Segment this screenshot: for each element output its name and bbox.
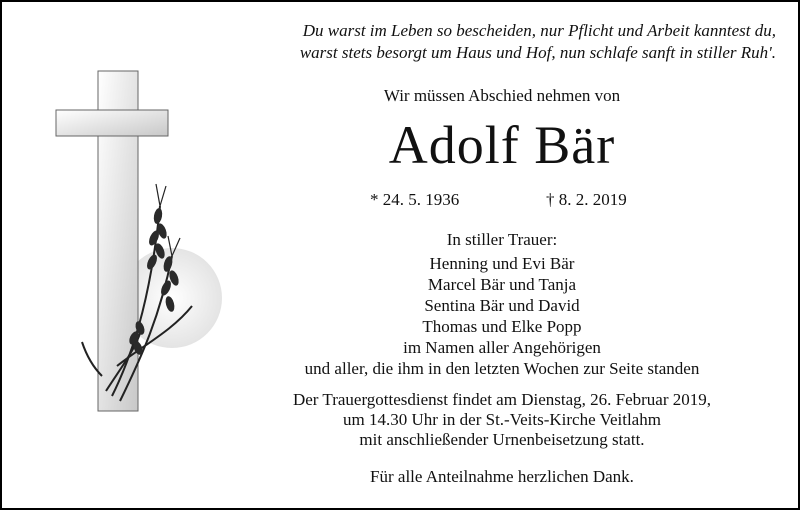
cross-illustration bbox=[42, 66, 232, 426]
birth-date: * 24. 5. 1936 bbox=[370, 190, 460, 209]
death-date: † 8. 2. 2019 bbox=[546, 190, 627, 209]
mourning-heading: In stiller Trauer: bbox=[446, 230, 558, 249]
thanks-line: Für alle Anteilnahme herzlichen Dank. bbox=[370, 467, 634, 486]
service-announcement bbox=[252, 390, 752, 450]
cross-with-wheat-icon bbox=[42, 66, 232, 426]
service-line: mit anschließender Urnenbeisetzung statt. bbox=[359, 430, 645, 449]
mourner-line: im Namen aller Angehörigen bbox=[403, 338, 601, 357]
mourner-line: Sentina Bär und David bbox=[424, 296, 580, 315]
deceased-name: Adolf Bär bbox=[388, 115, 616, 175]
service-line: Der Trauergottesdienst findet am Dienstag, 26. Februar 2019, bbox=[292, 390, 711, 409]
mourner-line: und aller, die ihm in den letzten Wochen zur Seite standen bbox=[304, 359, 700, 378]
cross-horizontal-beam bbox=[56, 110, 168, 136]
mourner-line: Marcel Bär und Tanja bbox=[427, 275, 577, 294]
service-line: um 14.30 Uhr in der St.-Veits-Kirche Veitlahm bbox=[343, 410, 661, 429]
mourner-line: Thomas und Elke Popp bbox=[422, 317, 582, 336]
mourners-list bbox=[252, 253, 752, 379]
verse-line-2: warst stets besorgt um Haus und Hof, nun schlafe sanft in stiller Ruh'. bbox=[299, 43, 776, 62]
memorial-verse bbox=[202, 20, 776, 64]
verse-line-1: Du warst im Leben so bescheiden, nur Pflicht und Arbeit kanntest du, bbox=[302, 21, 776, 40]
farewell-line: Wir müssen Abschied nehmen von bbox=[383, 86, 621, 105]
mourner-line: Henning und Evi Bär bbox=[429, 254, 575, 273]
